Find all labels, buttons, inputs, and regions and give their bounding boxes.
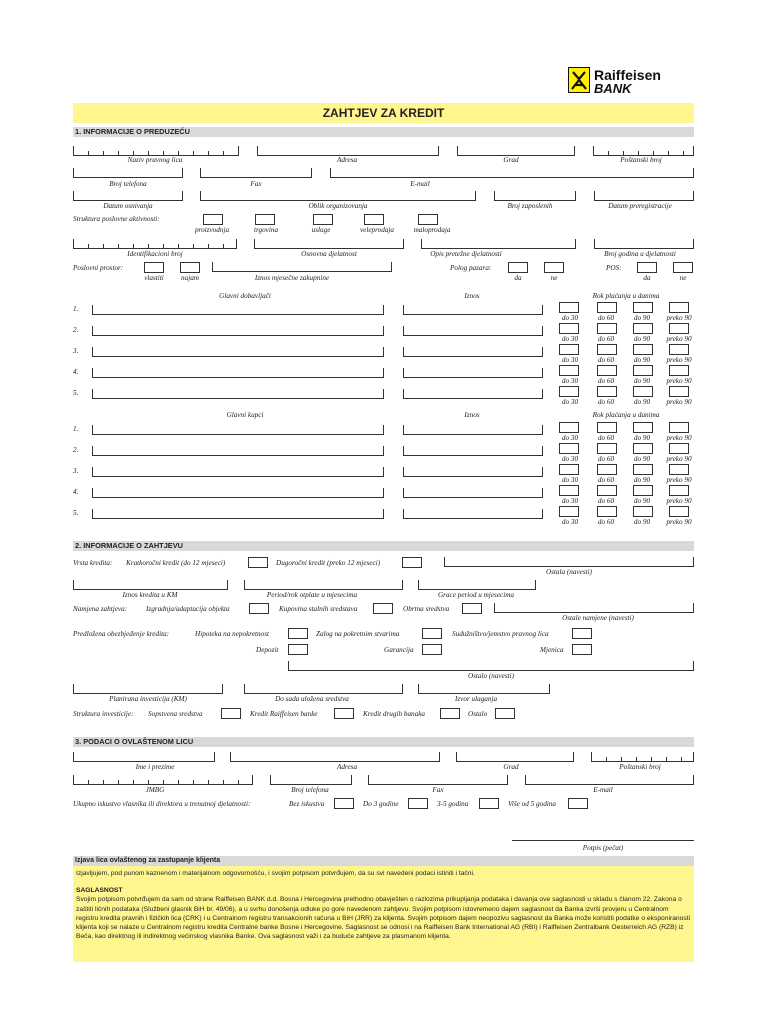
dugo-label: Dugoročni kredit (preko 12 mjeseci) xyxy=(276,559,381,567)
depozit-label: Depozit xyxy=(256,646,279,654)
term-checkbox[interactable] xyxy=(669,344,689,355)
brand-sub: BANK xyxy=(594,81,632,96)
kredit-rb-checkbox[interactable] xyxy=(334,708,354,719)
term-label: do 30 xyxy=(561,356,579,364)
kupovina-checkbox[interactable] xyxy=(373,603,393,614)
ostalo-field[interactable] xyxy=(288,661,694,671)
declaration-heading: Izjava lica ovlaštenog za zastupanje klijenta xyxy=(73,856,694,866)
amount-field[interactable] xyxy=(403,347,543,357)
polog-ne-checkbox[interactable] xyxy=(544,262,564,273)
pos-label: POS: xyxy=(606,264,622,272)
term-label: do 30 xyxy=(561,497,579,505)
pos-ne-checkbox[interactable] xyxy=(673,262,693,273)
amount-field[interactable] xyxy=(403,467,543,477)
term-checkbox[interactable] xyxy=(559,485,579,496)
adresa-field[interactable] xyxy=(257,146,439,156)
term-label: do 60 xyxy=(597,356,615,364)
name-field[interactable] xyxy=(92,326,384,336)
term-checkbox[interactable] xyxy=(597,464,617,475)
label: da xyxy=(643,274,651,282)
zaposlenih-field[interactable] xyxy=(494,191,576,201)
term-label: do 30 xyxy=(561,335,579,343)
term-checkbox[interactable] xyxy=(669,464,689,475)
saglasnost-text: Svojim potpisom potvrđujem da sam od strane Raiffeisen BANK d.d. Bosna i Hercegovina prethodno obavješten o razlozima prikupljanja podataka i davanja ove saglasnosti u skladu s članom 22. Zakona o zaštiti ličnih podataka (Službeni glasnik BiH br. 49/06), a u svrhu donošenja odluke po gore navedenom zahtjevu. Svojim potpisom istovremeno dajem saglasnost da Banka izvrši provjeru u Centralnom registru kredita pravnih i fizičkih lica (CRK) i u Centralnom registru transakcionih računa u BiH (JRR) za klijenta. Svojim potpisom dajem neopozivu saglasnost da Banka može koristiti podatke o eksponiranosti klijenta koji se nalaze u Centralnom registru kredita Centralne banke Bosne i Hercegovine. Saglasnost se odnosi i na Raiffeisen Bank International AG (RBI) i Raiffeisen Zentralbank Oesterreich AG (RZB) iz Beča, kao direktnog ili indirektnog većinskog vlasnika Banke. Ova saglasnost važi i za buduće zahtjeve za plasmanom klijenta. xyxy=(76,896,691,941)
row-number: 4. xyxy=(73,368,79,376)
rok-header: Rok plaćanja u danima xyxy=(592,292,660,300)
label: Period/rok otplate u mjesecima xyxy=(266,591,358,599)
label: proizvodnja xyxy=(194,226,230,234)
name-field[interactable] xyxy=(92,425,384,435)
term-label: do 90 xyxy=(633,455,651,463)
term-checkbox[interactable] xyxy=(597,302,617,313)
label: Adresa xyxy=(336,156,358,164)
term-label: preko 90 xyxy=(666,497,692,505)
naziv-field[interactable] xyxy=(73,146,239,156)
term-checkbox[interactable] xyxy=(633,344,653,355)
polog-label: Polog pazara: xyxy=(450,264,492,272)
label: Grace period u mjesecima xyxy=(437,591,515,599)
fax-field[interactable] xyxy=(368,775,508,785)
ime-field[interactable] xyxy=(73,752,215,762)
term-label: preko 90 xyxy=(666,434,692,442)
term-checkbox[interactable] xyxy=(669,365,689,376)
term-checkbox[interactable] xyxy=(669,302,689,313)
iznos-header: Iznos xyxy=(464,292,480,300)
term-label: do 90 xyxy=(633,434,651,442)
zalog-label: Zalog na pokretnim stvarima xyxy=(316,630,400,638)
name-field[interactable] xyxy=(92,389,384,399)
trgovina-checkbox[interactable] xyxy=(255,214,275,225)
izvor-field[interactable] xyxy=(418,684,550,694)
jmbg-field[interactable] xyxy=(73,775,253,785)
term-checkbox[interactable] xyxy=(559,365,579,376)
section-2-heading: 2. INFORMACIJE O ZAHTJEVU xyxy=(73,541,694,551)
amount-field[interactable] xyxy=(403,488,543,498)
term-label: preko 90 xyxy=(666,398,692,406)
term-label: do 60 xyxy=(597,314,615,322)
row-number: 3. xyxy=(73,347,79,355)
name-field[interactable] xyxy=(92,488,384,498)
dugo-checkbox[interactable] xyxy=(402,557,422,568)
term-checkbox[interactable] xyxy=(597,443,617,454)
term-label: do 60 xyxy=(597,398,615,406)
name-field[interactable] xyxy=(92,446,384,456)
label: Ostale namjene (navesti) xyxy=(562,614,634,622)
label: najam xyxy=(181,274,199,282)
term-checkbox[interactable] xyxy=(633,506,653,517)
opis-field[interactable] xyxy=(421,239,576,249)
label: Iznos mjesečne zakupnine xyxy=(254,274,330,282)
postanski-field[interactable] xyxy=(593,146,694,156)
term-label: do 30 xyxy=(561,476,579,484)
sopstvena-label: Sopstvena sredstva xyxy=(148,710,203,718)
amount-field[interactable] xyxy=(403,446,543,456)
obrtna-checkbox[interactable] xyxy=(462,603,482,614)
term-checkbox[interactable] xyxy=(633,464,653,475)
label: Fax xyxy=(432,786,444,794)
label: Broj telefona xyxy=(109,180,147,188)
label: ne xyxy=(550,274,558,282)
term-checkbox[interactable] xyxy=(633,443,653,454)
term-checkbox[interactable] xyxy=(559,506,579,517)
iznos-km-field[interactable] xyxy=(73,580,228,590)
telefon-field[interactable] xyxy=(270,775,352,785)
label: Grad xyxy=(503,156,519,164)
od3do5-checkbox[interactable] xyxy=(479,798,499,809)
term-checkbox[interactable] xyxy=(597,344,617,355)
section-1-heading: 1. INFORMACIJE O PREDUZEĆU xyxy=(73,127,694,137)
term-checkbox[interactable] xyxy=(559,386,579,397)
term-checkbox[interactable] xyxy=(633,365,653,376)
label: Izvor ulaganja xyxy=(454,695,498,703)
declaration-box xyxy=(73,866,694,962)
oblik-field[interactable] xyxy=(200,191,476,201)
iznos-header: Iznos xyxy=(464,411,480,419)
term-label: do 30 xyxy=(561,455,579,463)
term-label: do 90 xyxy=(633,314,651,322)
bez-label: Bez iskustva xyxy=(289,800,325,808)
page-title: ZAHTJEV ZA KREDIT xyxy=(73,103,694,123)
term-checkbox[interactable] xyxy=(633,323,653,334)
term-checkbox[interactable] xyxy=(559,302,579,313)
label: ne xyxy=(679,274,687,282)
zalog-checkbox[interactable] xyxy=(422,628,442,639)
label: Datum preregistracije xyxy=(608,202,672,210)
term-checkbox[interactable] xyxy=(597,485,617,496)
saglasnost-heading: SAGLASNOST xyxy=(76,887,123,895)
term-label: do 30 xyxy=(561,377,579,385)
term-label: do 60 xyxy=(597,335,615,343)
planirana-field[interactable] xyxy=(73,684,223,694)
label: Do sada uložena sredstva xyxy=(275,695,349,703)
do3-label: Do 3 godine xyxy=(363,800,399,808)
label: Identifikacioni broj xyxy=(127,250,183,258)
term-label: preko 90 xyxy=(666,455,692,463)
dobavljaci-header: Glavni dobavljači xyxy=(219,292,271,300)
mjenica-label: Mjenica xyxy=(540,646,564,654)
term-checkbox[interactable] xyxy=(633,485,653,496)
garancija-label: Garancija xyxy=(384,646,414,654)
ostale-namjene-field[interactable] xyxy=(494,603,694,613)
amount-field[interactable] xyxy=(403,509,543,519)
do3-checkbox[interactable] xyxy=(408,798,428,809)
pos-da-checkbox[interactable] xyxy=(637,262,657,273)
term-checkbox[interactable] xyxy=(559,443,579,454)
zakupnine-field[interactable] xyxy=(212,262,392,272)
label: Grad xyxy=(503,763,519,771)
term-label: do 90 xyxy=(633,377,651,385)
najam-checkbox[interactable] xyxy=(180,262,200,273)
ulozena-field[interactable] xyxy=(244,684,403,694)
obezbjedjenje-label: Predložena obezbjeđenje kredita: xyxy=(73,630,170,638)
amount-field[interactable] xyxy=(403,425,543,435)
potpis-label: Potpis (pečat) xyxy=(582,844,624,852)
label: Poštanski broj xyxy=(619,763,661,771)
term-label: do 60 xyxy=(597,455,615,463)
term-checkbox[interactable] xyxy=(597,506,617,517)
email-field[interactable] xyxy=(330,168,694,178)
term-label: preko 90 xyxy=(666,476,692,484)
label: da xyxy=(514,274,522,282)
term-label: do 90 xyxy=(633,518,651,526)
grad-field[interactable] xyxy=(456,752,574,762)
label: veleprodaja xyxy=(359,226,395,234)
amount-field[interactable] xyxy=(403,305,543,315)
term-label: preko 90 xyxy=(666,377,692,385)
vise5-label: Više od 5 godina xyxy=(508,800,556,808)
term-checkbox[interactable] xyxy=(669,506,689,517)
label: E-mail xyxy=(593,786,613,794)
label: Planirana investicija (KM) xyxy=(109,695,187,703)
suduznistvo-label: Sudužništvo/jemstvo pravnog lica xyxy=(452,630,549,638)
label: Ime i prezime xyxy=(135,763,175,771)
vlastiti-checkbox[interactable] xyxy=(144,262,164,273)
name-field[interactable] xyxy=(92,368,384,378)
row-number: 3. xyxy=(73,467,79,475)
name-field[interactable] xyxy=(92,509,384,519)
struktura-inv-label: Struktura investicije: xyxy=(73,710,134,718)
term-label: do 90 xyxy=(633,497,651,505)
vise5-checkbox[interactable] xyxy=(568,798,588,809)
label: Naziv pravnog lica xyxy=(127,156,183,164)
term-checkbox[interactable] xyxy=(559,464,579,475)
label: Datum osnivanja xyxy=(103,202,153,210)
datum-osnivanja-field[interactable] xyxy=(73,191,183,201)
datum-prereg-field[interactable] xyxy=(594,191,694,201)
term-checkbox[interactable] xyxy=(597,386,617,397)
label: vlastiti xyxy=(144,274,164,282)
term-label: do 60 xyxy=(597,497,615,505)
period-field[interactable] xyxy=(244,580,403,590)
kupovina-label: Kupovina stalnih sredstava xyxy=(279,605,358,613)
term-label: do 60 xyxy=(597,434,615,442)
hipoteka-checkbox[interactable] xyxy=(288,628,308,639)
label: E-mail xyxy=(410,180,430,188)
term-checkbox[interactable] xyxy=(597,323,617,334)
obrtna-label: Obrtna sredstva xyxy=(403,605,450,613)
row-number: 2. xyxy=(73,446,79,454)
polog-da-checkbox[interactable] xyxy=(508,262,528,273)
label: Ostala (navesti) xyxy=(545,568,593,576)
label: Osnovna djelatnost xyxy=(301,250,357,258)
term-label: preko 90 xyxy=(666,314,692,322)
telefon-field[interactable] xyxy=(73,168,183,178)
term-label: do 30 xyxy=(561,518,579,526)
term-label: preko 90 xyxy=(666,335,692,343)
term-checkbox[interactable] xyxy=(669,485,689,496)
kratko-label: Kratkoročni kredit (do 12 mjeseci) xyxy=(126,559,226,567)
kupci-header: Glavni kupci xyxy=(226,411,264,419)
grad-field[interactable] xyxy=(457,146,575,156)
term-checkbox[interactable] xyxy=(669,386,689,397)
term-checkbox[interactable] xyxy=(669,323,689,334)
usluge-checkbox[interactable] xyxy=(313,214,333,225)
label: Poštanski broj xyxy=(620,156,662,164)
name-field[interactable] xyxy=(92,467,384,477)
term-checkbox[interactable] xyxy=(559,323,579,334)
term-label: do 30 xyxy=(561,398,579,406)
term-checkbox[interactable] xyxy=(669,443,689,454)
label: Fax xyxy=(250,180,262,188)
row-number: 2. xyxy=(73,326,79,334)
godina-field[interactable] xyxy=(594,239,694,249)
kredit-drugih-label: Kredit drugih banaka xyxy=(363,710,426,718)
label: Iznos kredita u KM xyxy=(122,591,178,599)
rok-header: Rok plaćanja u danima xyxy=(592,411,660,419)
maloprodaja-checkbox[interactable] xyxy=(418,214,438,225)
iskustvo-label: Ukupno iskustvo vlasnika ili direktora u trenutnoj djelatnosti: xyxy=(73,800,251,808)
term-checkbox[interactable] xyxy=(633,422,653,433)
label: JMBG xyxy=(145,786,165,794)
postanski-field[interactable] xyxy=(591,752,694,762)
term-checkbox[interactable] xyxy=(597,365,617,376)
label: Broj zaposlenih xyxy=(507,202,553,210)
term-label: preko 90 xyxy=(666,518,692,526)
email-field[interactable] xyxy=(525,775,694,785)
izgradnja-label: Izgradnja/adaptacija objekta xyxy=(146,605,230,613)
term-label: do 60 xyxy=(597,377,615,385)
term-checkbox[interactable] xyxy=(559,422,579,433)
label: Adresa xyxy=(336,763,358,771)
grace-field[interactable] xyxy=(418,580,536,590)
term-checkbox[interactable] xyxy=(633,386,653,397)
term-label: do 90 xyxy=(633,476,651,484)
ostala-field[interactable] xyxy=(444,557,694,567)
depozit-checkbox[interactable] xyxy=(288,644,308,655)
vrsta-label: Vrsta kredita: xyxy=(73,559,113,567)
amount-field[interactable] xyxy=(403,326,543,336)
label: maloprodaja xyxy=(413,226,451,234)
amount-field[interactable] xyxy=(403,368,543,378)
declaration-text: Izjavljujem, pod punom kaznenom i materijalnom odgovornošću, i svojim potpisom potvrđujem, da su svi navedeni podaci istiniti i tačni. xyxy=(76,870,475,877)
row-number: 1. xyxy=(73,425,79,433)
name-field[interactable] xyxy=(92,347,384,357)
row-number: 5. xyxy=(73,389,79,397)
term-label: do 90 xyxy=(633,335,651,343)
raiffeisen-logo-icon xyxy=(568,67,590,93)
kredit-drugih-checkbox[interactable] xyxy=(440,708,460,719)
term-checkbox[interactable] xyxy=(597,422,617,433)
label: Broj godina u djelatnosti xyxy=(604,250,676,258)
proizvodnja-checkbox[interactable] xyxy=(203,214,223,225)
fax-field[interactable] xyxy=(200,168,312,178)
brand-name: Raiffeisen xyxy=(594,67,661,83)
term-label: do 90 xyxy=(633,356,651,364)
poslovni-label: Poslovni prostor: xyxy=(73,264,124,272)
ostalo2-label: Ostalo xyxy=(468,710,488,718)
name-field[interactable] xyxy=(92,305,384,315)
term-checkbox[interactable] xyxy=(669,422,689,433)
row-number: 5. xyxy=(73,509,79,517)
label: Oblik organizovanja xyxy=(308,202,368,210)
term-checkbox[interactable] xyxy=(559,344,579,355)
label: usluge xyxy=(311,226,331,234)
osnovna-field[interactable] xyxy=(254,239,404,249)
term-checkbox[interactable] xyxy=(633,302,653,313)
amount-field[interactable] xyxy=(403,389,543,399)
suduznistvo-checkbox[interactable] xyxy=(572,628,592,639)
adresa-field[interactable] xyxy=(230,752,440,762)
term-label: do 60 xyxy=(597,518,615,526)
term-label: preko 90 xyxy=(666,356,692,364)
mjenica-checkbox[interactable] xyxy=(572,644,592,655)
label: Broj telefona xyxy=(291,786,329,794)
sopstvena-checkbox[interactable] xyxy=(221,708,241,719)
row-number: 4. xyxy=(73,488,79,496)
izgradnja-checkbox[interactable] xyxy=(249,603,269,614)
label: trgovina xyxy=(253,226,279,234)
term-label: do 30 xyxy=(561,314,579,322)
kredit-rb-label: Kredit Raiffeisen banke xyxy=(250,710,318,718)
signature-line[interactable] xyxy=(512,840,694,841)
term-label: do 30 xyxy=(561,434,579,442)
veleprodaja-checkbox[interactable] xyxy=(364,214,384,225)
struktura-label: Struktura poslovne aktivnosti: xyxy=(73,215,160,223)
od3do5-label: 3-5 godina xyxy=(437,800,469,808)
term-label: do 90 xyxy=(633,398,651,406)
label: Opis pretežne djelatnosti xyxy=(430,250,502,258)
section-3-heading: 3. PODACI O OVLAŠTENOM LICU xyxy=(73,737,694,747)
term-label: do 60 xyxy=(597,476,615,484)
namjena-label: Namjena zahtjeva: xyxy=(73,605,128,613)
garancija-checkbox[interactable] xyxy=(422,644,442,655)
id-broj-field[interactable] xyxy=(73,239,237,249)
label: Ostalo (navesti) xyxy=(467,672,515,680)
bez-checkbox[interactable] xyxy=(334,798,354,809)
hipoteka-label: Hipoteka na nepokretnost xyxy=(195,630,269,638)
row-number: 1. xyxy=(73,305,79,313)
ostalo2-checkbox[interactable] xyxy=(495,708,515,719)
kratko-checkbox[interactable] xyxy=(248,557,268,568)
